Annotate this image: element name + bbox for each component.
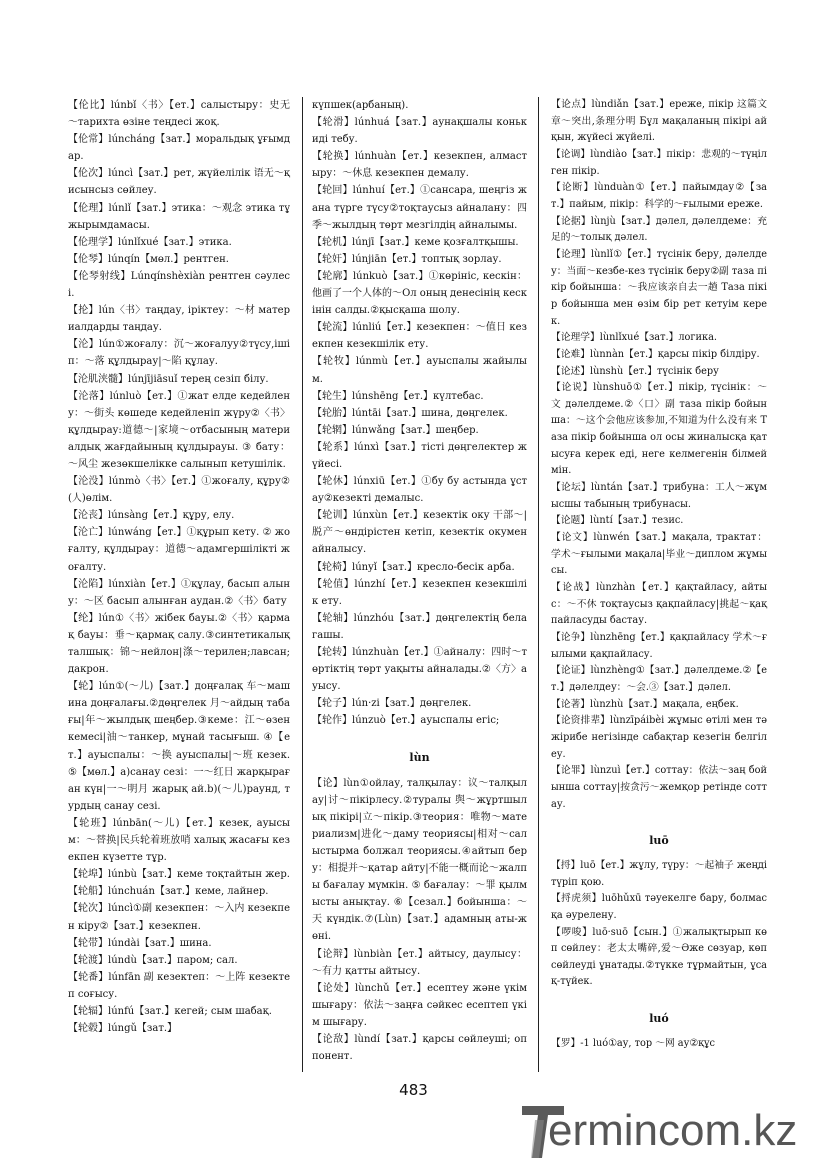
dictionary-entry: 【论断】lùnduàn①【ет.】пайымдау②【зат.】пайым, пікір：科学的～ғылыми ереже. bbox=[551, 182, 767, 210]
dictionary-entry: 【论资排辈】lùnzīpáibèi жұмыс өтілі мен тәжірибе негізінде сабақтар кезегін белгілеу. bbox=[551, 715, 767, 760]
dictionary-entry: 【沦陷】lúnxiàn【ет.】①құлау, басып алыну：～区 басып алынған аудан.②〈书〉бату bbox=[68, 578, 290, 607]
dictionary-entry: 【沦肌浃髓】lúnjījiāsuǐ терең сезіп білу. bbox=[68, 373, 269, 385]
dictionary-entry: 【啰唆】luō·suō【сын.】①жалықтырып көп сөйлеу：老太太嘴碎,爱～Әже сөзуар, көп сөйлеуді ұнатады.②түкке тұрмайтын, ұсақ-түйек. bbox=[551, 926, 767, 988]
dictionary-entry: 【论理】lùnlǐ①【ет.】түсінік беру, дәлелдеу：当面～кезбе-кез түсінік беру②副 таза пікір бойынша：～我应该亲自去一趟 Таза пікір бойынша мен өзім бір рет кетуім керек. bbox=[551, 248, 767, 327]
dictionary-entry: 【轮辋】lúnwǎng【зат.】шеңбер. bbox=[312, 424, 479, 436]
dictionary-entry: 【轮班】lúnbān(～儿)【ет.】кезек, ауысым：～替换|民兵轮着班放哨 халық жасағы кезекпен күзетте тұр. bbox=[68, 817, 290, 864]
page-number: 483 bbox=[399, 1081, 428, 1099]
dictionary-entry: 【论证】lùnzhèng①【зат.】дәлелдеме.②【ет.】дәлелдеу：～会.③【зат.】дәлел. bbox=[551, 665, 767, 693]
dictionary-entry: 【伦琴】lúnqín【мөл.】рентген. bbox=[68, 253, 229, 265]
dictionary-entry: 【伦比】lúnbǐ〈书〉【ет.】салыстыру：史无～тарихта өзіне теңдесі жоқ. bbox=[68, 100, 290, 129]
dictionary-entry: күпшек(арбаның). bbox=[312, 100, 409, 111]
dictionary-entry: 【论战】lùnzhàn【ет.】қақтайласу, айтыс：～不休 тоқтаусыз қақпайласу|挑起～қақпайласуды бастау. bbox=[551, 582, 767, 627]
logo-wordmark: ermincom.kz bbox=[548, 1106, 798, 1155]
dictionary-entry: 【伦琴射线】Lúnqínshèxiàn рентген сәулесі. bbox=[68, 270, 290, 300]
dictionary-entry: 【轮滑】lúnhuá【зат.】аунақшалы конькиді тебу. bbox=[312, 117, 527, 146]
dictionary-entry: 【纶】lún①〈书〉жібек бауы.②〈书〉қармақ бауы：垂～қармақ салу.③синтетикалық талшық：锦～нейлон|涤～терилен;лавсан;дакрон. bbox=[68, 612, 290, 676]
dictionary-entry: 【轮作】lúnzuò【ет.】ауыспалы егіс; bbox=[312, 715, 500, 727]
dictionary-entry: 【论点】lùndiǎn【зат.】ереже, пікір 这篇文章～突出,条理分明 Бұл мақаланың пікірі айқын, жүйесі жүйелі. bbox=[551, 99, 767, 144]
dictionary-entry: 【论理学】lùnlǐxué【зат.】логика. bbox=[551, 332, 718, 344]
dictionary-entry: 【轮换】lúnhuàn【ет.】кезекпен, алмастыру：～休息 кезекпен демалу. bbox=[312, 151, 527, 180]
terminkom-logo bbox=[520, 1100, 810, 1162]
dictionary-entry: 【轮带】lúndài【зат.】шина. bbox=[68, 937, 212, 949]
dictionary-entry: 【轮船】lúnchuán【зат.】кеме, лайнер. bbox=[68, 886, 269, 898]
dictionary-entry: 【论坛】lùntán【зат.】трибуна：工人～жұмысшы табының трибунасы. bbox=[551, 482, 767, 510]
dictionary-entry: 【论据】lùnjù【зат.】дәлел, дәлелдеме：充足的～толық дәлел. bbox=[551, 215, 767, 244]
dictionary-entry: 【轮轴】lúnzhóu【зат.】дөңгелектің белагашы. bbox=[312, 612, 527, 641]
dictionary-entry: 【轮机】lúnjī【зат.】кеме қозғалтқышы. bbox=[312, 236, 519, 248]
dictionary-entry: 【捋虎须】luōhǔxū тәуекелге бару, болмасқа әурелену. bbox=[551, 893, 767, 921]
dictionary-entry: 【捋】luō【ет.】жұлу, түру：～起袖子 жеңді түріп қою. bbox=[551, 859, 767, 888]
dictionary-entry: 【罗】-1 luó①ау, тор ～网 ау②құс bbox=[551, 1037, 715, 1049]
dictionary-entry: 【轮胎】lúntāi【зат.】шина, дөңгелек. bbox=[312, 407, 508, 419]
dictionary-entry: 【轮转】lúnzhuàn【ет.】①айналу：四时～төртіктің төрт уақыты айналады.②〈方〉ауысу. bbox=[312, 647, 527, 693]
dictionary-entry: 【轮休】lúnxiū【ет.】①бу бу астында ұстау②кезекті демалыс. bbox=[312, 476, 527, 505]
dictionary-entry: 【论罪】lùnzuì【ет.】соттау：依法～заң бойынша соттау|按贪污～жемқор ретінде соттау. bbox=[551, 765, 767, 810]
dictionary-entry: 【伦理学】lúnlǐxué【зат.】этика. bbox=[68, 236, 232, 248]
dictionary-entry: 【沦亡】lúnwáng【ет.】①құрып кету. ② жоғалту, құлдырау：道德～адамгершілікті жоғалту. bbox=[68, 527, 290, 573]
dictionary-entry: 【轮椅】lúnyǐ【зат.】кресло-бесік арба. bbox=[312, 561, 515, 573]
column-right bbox=[551, 97, 767, 1052]
column-middle bbox=[312, 97, 527, 1065]
dictionary-entry: 【论题】lùntí【зат.】тезис. bbox=[551, 515, 684, 527]
dictionary-entry: 【轮生】lúnshēng【ет.】күлтебас. bbox=[312, 390, 484, 402]
dictionary-entry: 【轮毂】lúngǔ【зат.】 bbox=[68, 1023, 178, 1035]
dictionary-entry: 【轮辐】lúnfú【зат.】кегей; сым шабақ. bbox=[68, 1005, 272, 1017]
dictionary-entry: 【沦】lún①жоғалу：沉～жоғалуу②түсу,ішіп：～落 құлдырау|～陷 құлау. bbox=[68, 339, 290, 368]
dictionary-entry: 【论敌】lùndí【зат.】қарсы сөйлеуші; оппонент. bbox=[312, 1033, 527, 1063]
dictionary-entry: 【轮值】lúnzhí【ет.】кезекпен кезекшілік ету. bbox=[312, 578, 527, 607]
dictionary-entry: 【论难】lùnnàn【ет.】қарсы пікір білдіру. bbox=[551, 348, 760, 360]
dictionary-entry: 【轮训】lúnxùn【ет.】кезектік оку 干部～|脱产～өндірістен кетіп, кезектік окумен айналысу. bbox=[312, 510, 527, 556]
section-heading: luō bbox=[649, 834, 669, 848]
dictionary-entry: 【轮牧】lúnmù【ет.】ауыспалы жайылым. bbox=[312, 356, 527, 385]
dictionary-entry: 【论著】lùnzhù【зат.】мақала, еңбек. bbox=[551, 698, 739, 710]
dictionary-entry: 【轮次】lúncì①副 кезекпен：～入内 кезекпен кіру②【зат.】кезекпен. bbox=[68, 903, 290, 932]
section-heading: luó bbox=[649, 1012, 669, 1026]
dictionary-entry: 【论说】lùnshuō①【ет.】пікір, түсінік：～文 дәлелдеме.②〈口〉副 таза пікір бойынша：～这个会他应该参加,不知道为什么没有来 Таза пікір бойынша ол осы жиналысқа қатысуға керек еді, неге келмегенін білмеймін. bbox=[551, 382, 767, 477]
column-left bbox=[68, 97, 290, 1037]
dictionary-entry: 【轮子】lún·zi【зат.】дөңгелек. bbox=[312, 698, 472, 710]
dictionary-entry: 【论辩】lùnbiàn【ет.】айтысу, даулысу：～有力 қатты айтысу. bbox=[312, 948, 527, 977]
dictionary-entry: 【沦丧】lúnsàng【ет.】құру, елу. bbox=[68, 510, 235, 522]
dictionary-entry: 【论调】lùndiào【зат.】пікір：悲观的～түңілген пікір. bbox=[551, 148, 767, 177]
dictionary-entry: 【论述】lùnshù【ет.】түсінік беру bbox=[551, 365, 719, 377]
dictionary-entry: 【论文】lùnwén【зат.】мақала, трактат：学术～ғылыми мақала|毕业～диплом жұмысы. bbox=[551, 532, 767, 577]
dictionary-entry: 【论】lùn①ойлау, талқылау：议～талқылау|讨～пікірлесу.②туралы 舆～жұртшылық пікірі|立～пікір.③теория：唯物～материализм|进化～даму теориясы|相对～салыстырма болжал теориясы.④айтып беру：相提并～қатар айту|不能一概而论～жалпы бағалау мүмкін. ⑤ бағалау：～罪 қылмысты анықтау. ⑥【сезал.】бойынша：～天 күндік.⑦(Lùn)【зат.】адамның аты-жөні. bbox=[312, 777, 527, 943]
dictionary-entry: 【论争】lùnzhēng【ет.】қақпайласу 学术～ғылыми қақпайласу. bbox=[551, 632, 767, 660]
dictionary-entry: 【伦次】lúncì【зат.】рет, жүйелілік 语无～қисынсыз сөйлеу. bbox=[68, 168, 290, 197]
dictionary-entry: 【轮廓】lúnkuò【зат.】①көрініс, кескін：他画了一个人体的～Ол оның денесінің кескінін салды.②қысқаша шолу. bbox=[312, 270, 527, 317]
dictionary-entry: 【轮】lún①(～儿)【зат.】доңғалақ 车～машина доңғалағы.②дөңгелек 月～айдың табағы|年～жылдық шеңбер.③кеме：江～өзен кемесі|油～танкер, мұнай тасығыш. ④【ет.】ауыспалы：～换 ауыспалы|～班 кезек. ⑤【мөл.】а)санау сезі：一～红日 жарқыраған күн|一～明月 жарық ай.b)(～儿)раунд, турдың санау сезі. bbox=[68, 681, 290, 812]
dictionary-entry: 【轮系】lúnxì【зат.】тісті дөңгелектер жүйесі. bbox=[312, 441, 527, 470]
column-divider bbox=[538, 97, 539, 1072]
dictionary-entry: 【轮奸】lúnjiān【ет.】топтық зорлау. bbox=[312, 253, 502, 265]
section-heading: lùn bbox=[409, 751, 430, 765]
dictionary-entry: 【伦理】lúnlǐ【зат.】этика：～观念 этика тұжырымдамасы. bbox=[68, 202, 290, 231]
dictionary-entry: 【轮番】lúnfān 副 кезектеп：～上阵 кезектеп соғысу. bbox=[68, 971, 290, 1000]
dictionary-entry: 【抡】lún〈书〉таңдау, іріктеу：～材 материалдарды таңдау. bbox=[68, 305, 290, 334]
column-divider bbox=[302, 97, 303, 1072]
dictionary-entry: 【轮渡】lúndù【зат.】паром; сал. bbox=[68, 954, 238, 966]
dictionary-entry: 【沦落】lúnluò【ет.】①жат елде кедейлену：～街头 көшеде кедейленіп жүру②〈书〉құлдырау:道德～|家境～отбасының материалдық жағдайының құлдырауы. ③ бату：～风尘 жезөкшелікке салынып кетушілік. bbox=[68, 390, 290, 470]
dictionary-entry: 【伦常】lúncháng【зат.】моральдық ұғымдар. bbox=[68, 134, 290, 163]
dictionary-entry: 【轮回】lúnhuí【ет.】①сансара, шеңгіз жана түрге түсу②тоқтаусыз айналану：四季～жылдың төрт мезгілдің айналымы. bbox=[312, 185, 527, 231]
dictionary-entry: 【轮流】lúnliú【ет.】кезекпен：～值日 кезекпен кезекшілік ету. bbox=[312, 322, 527, 351]
dictionary-entry: 【轮埠】lúnbù【зат.】кеме тоқтайтын жер. bbox=[68, 869, 290, 881]
dictionary-entry: 【沦没】lúnmò〈书〉【ет.】①жоғалу, құру②(人)өлім. bbox=[68, 476, 290, 505]
dictionary-entry: 【论处】lùnchǔ【ет.】есептеу және үкім шығару：依法～заңға сәйкес есептеп үкім шығару. bbox=[312, 982, 527, 1028]
